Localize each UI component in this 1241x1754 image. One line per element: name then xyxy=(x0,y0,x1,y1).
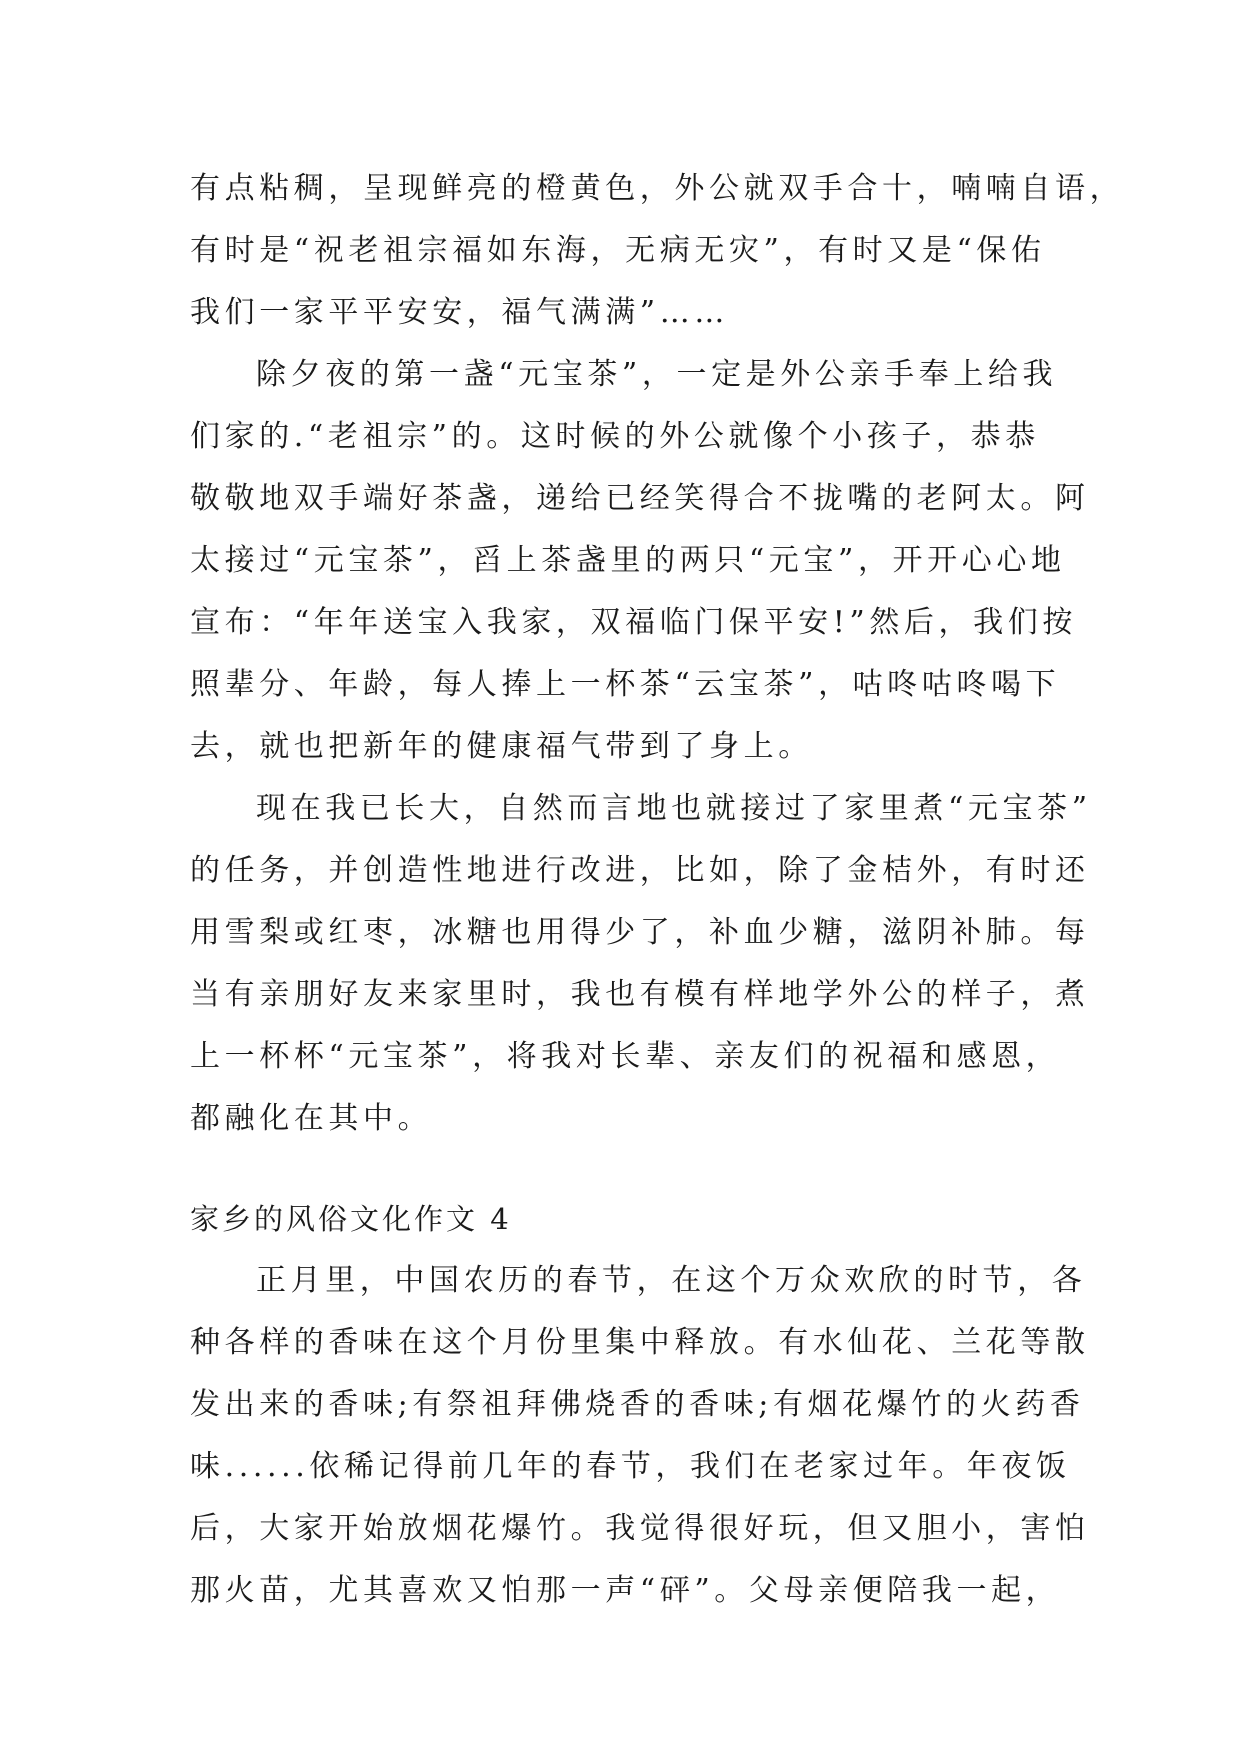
paragraph-3 xyxy=(190,778,1092,1150)
text-line: 宣布：“年年送宝入我家，双福临门保平安!”然后，我们按 xyxy=(190,605,1077,640)
text-line: 味......依稀记得前几年的春节，我们在老家过年。年夜饭 xyxy=(190,1449,1071,1484)
text-line: 上一杯杯“元宝茶”，将我对长辈、亲友们的祝福和感恩， xyxy=(190,1039,1061,1074)
paragraph-4 xyxy=(190,1250,1090,1622)
text-line: 那火苗，尤其喜欢又怕那一声“砰”。父母亲便陪我一起， xyxy=(190,1573,1061,1608)
text-line: 种各样的香味在这个月份里集中释放。有水仙花、兰花等散 xyxy=(190,1325,1090,1360)
text-line: 我们一家平平安安，福气满满”…… xyxy=(190,295,729,330)
section-heading: 家乡的风俗文化作文 4 xyxy=(190,1202,512,1236)
text-line: 后，大家开始放烟花爆竹。我觉得很好玩，但又胆小，害怕 xyxy=(190,1511,1090,1546)
text-line: 去，就也把新年的健康福气带到了身上。 xyxy=(190,729,813,764)
text-line: 当有亲朋好友来家里时，我也有模有样地学外公的样子，煮 xyxy=(190,977,1090,1012)
text-line: 除夕夜的第一盏“元宝茶”，一定是外公亲手奉上给我 xyxy=(256,357,1058,392)
text-line: 用雪梨或红枣，冰糖也用得少了，补血少糖，滋阴补肺。每 xyxy=(190,915,1090,950)
text-line: 有时是“祝老祖宗福如东海，无病无灾”，有时又是“保佑 xyxy=(190,233,1046,268)
text-line: 的任务，并创造性地进行改进，比如，除了金桔外，有时还 xyxy=(190,853,1090,888)
text-line: 发出来的香味;有祭祖拜佛烧香的香味;有烟花爆竹的火药香 xyxy=(190,1387,1085,1422)
text-line: 现在我已长大，自然而言地也就接过了家里煮“元宝茶” xyxy=(256,791,1092,826)
text-line: 敬敬地双手端好茶盏，递给已经笑得合不拢嘴的老阿太。阿 xyxy=(190,481,1090,516)
text-line: 有点粘稠，呈现鲜亮的橙黄色，外公就双手合十，喃喃自语， xyxy=(190,171,1125,206)
paragraph-1 xyxy=(190,158,1125,344)
paragraph-2 xyxy=(190,344,1090,778)
text-line: 照辈分、年龄，每人捧上一杯茶“云宝茶”，咕咚咕咚喝下 xyxy=(190,667,1061,702)
text-line: 正月里，中国农历的春节，在这个万众欢欣的时节，各 xyxy=(256,1263,1087,1298)
text-line: 太接过“元宝茶”，舀上茶盏里的两只“元宝”，开开心心地 xyxy=(190,543,1066,578)
document-page xyxy=(190,158,1125,1622)
text-line: 都融化在其中。 xyxy=(190,1101,433,1136)
text-line: 们家的.“老祖宗”的。这时候的外公就像个小孩子，恭恭 xyxy=(190,419,1040,454)
